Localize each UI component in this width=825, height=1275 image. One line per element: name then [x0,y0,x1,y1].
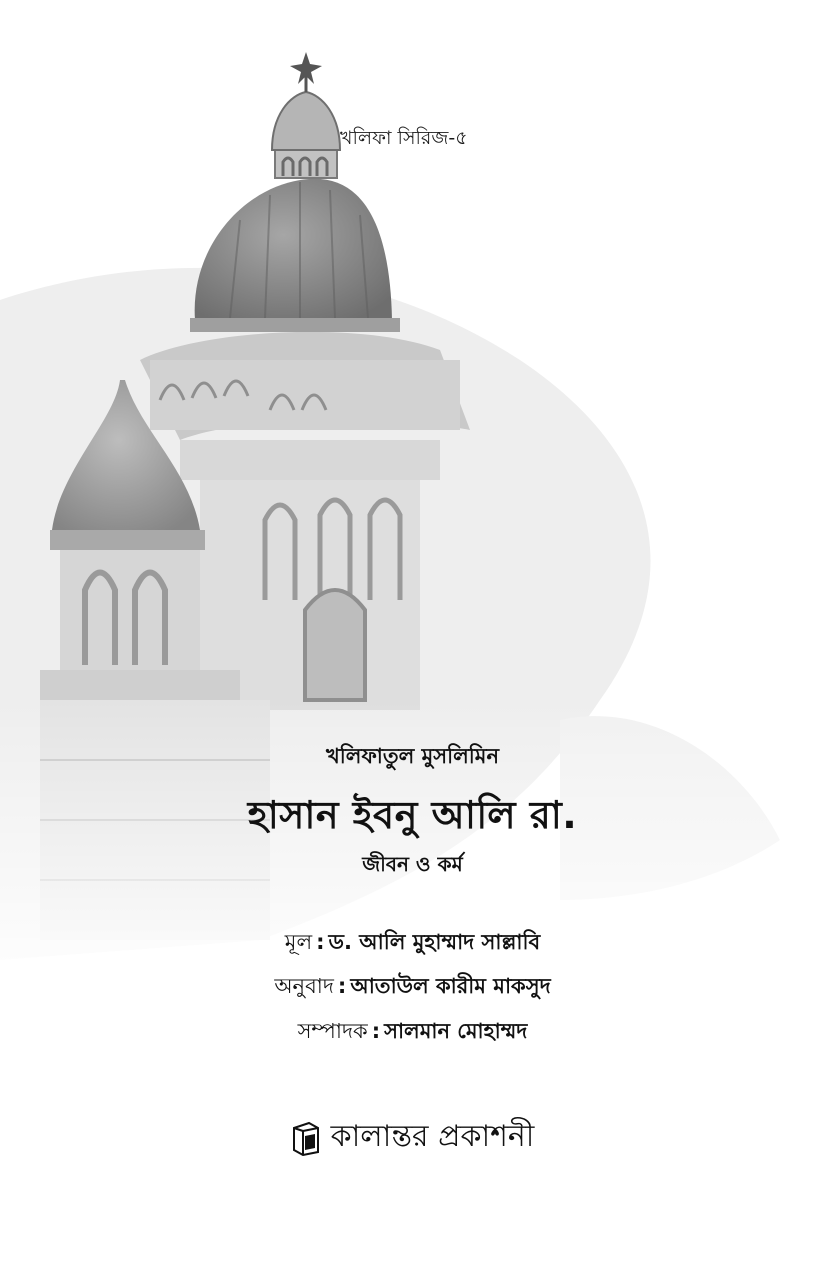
publisher-imprint [0,1112,825,1163]
series-label: খলিফা সিরিজ-৫ [340,127,468,149]
credit-label: অনুবাদ [274,974,334,998]
credit-editor: সম্পাদক : সালমান মোহাম্মদ [297,1019,528,1043]
book-title: হাসান ইবনু আলি রা. [247,793,578,837]
credit-original-author: মূল : ড. আলি মুহাম্মাদ সাল্লাবি [284,930,541,954]
book-kicker: খলিফাতুল মুসলিমিন [326,744,499,768]
publisher-name: কালান্তর প্রকাশনী [330,1119,535,1154]
credit-value: আতাউল কারীম মাকসুদ [350,974,551,998]
credit-label: সম্পাদক [297,1019,368,1043]
credit-translator: অনুবাদ : আতাউল কারীম মাকসুদ [274,974,551,998]
credit-label: মূল [284,930,313,954]
credit-value: সালমান মোহাম্মদ [384,1019,528,1043]
book-subtitle: জীবন ও কর্ম [362,852,463,876]
credit-value: ড. আলি মুহাম্মাদ সাল্লাবি [328,930,541,954]
book-logo-icon [291,1120,321,1156]
